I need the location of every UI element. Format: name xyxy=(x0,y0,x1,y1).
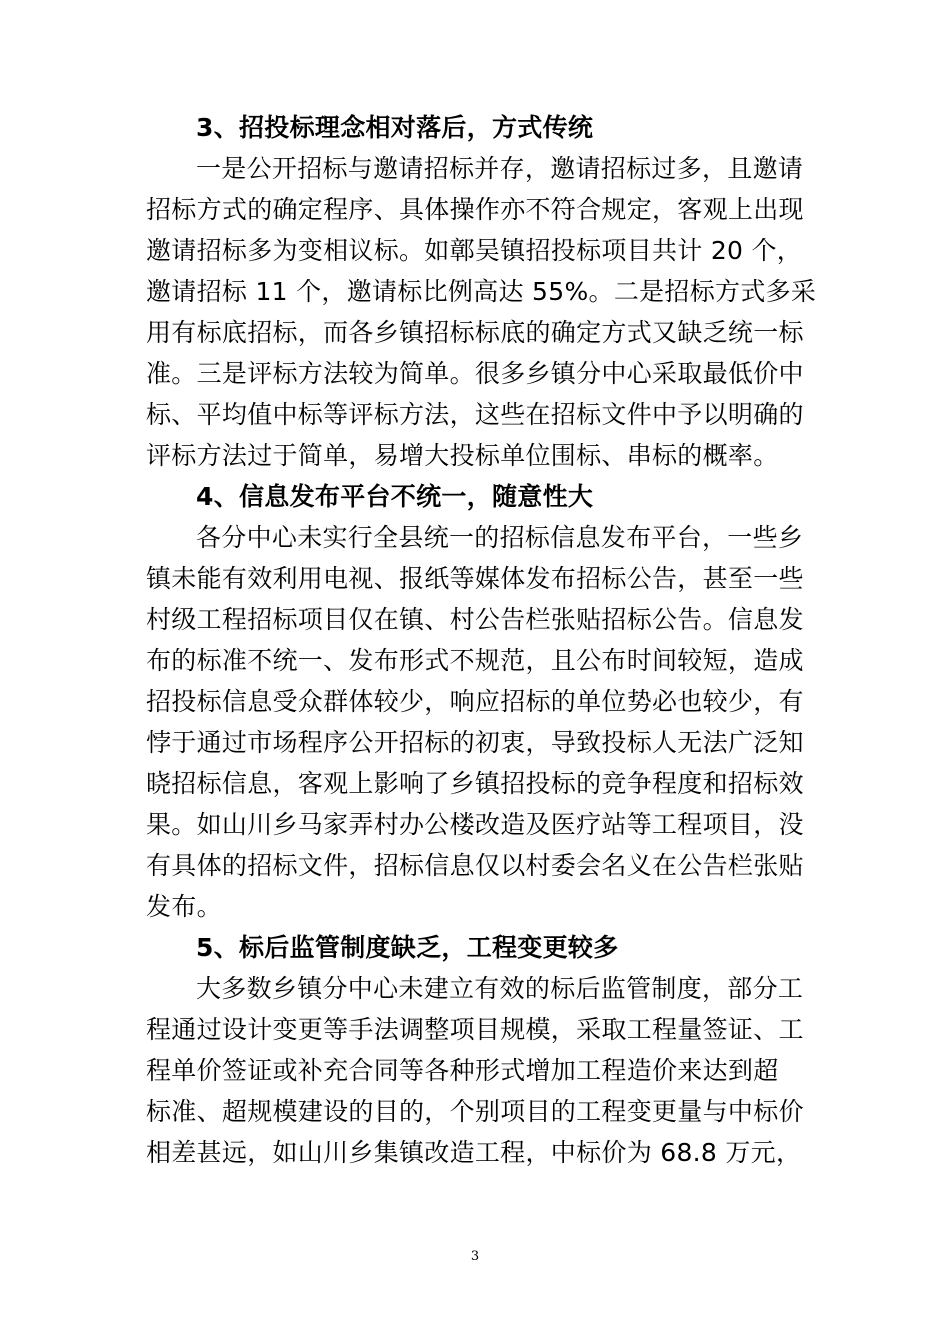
paragraph-line: 程通过设计变更等手法调整项目规模，采取工程量签证、工 xyxy=(146,1015,804,1044)
paragraph-line: 准。三是评标方法较为简单。很多乡镇分中心采取最低价中 xyxy=(146,359,804,388)
paragraph-line: 招标方式的确定程序、具体操作亦不符合规定，客观上出现 xyxy=(146,195,804,224)
paragraph-line: 果。如山川乡马家弄村办公楼改造及医疗站等工程项目，没 xyxy=(146,810,804,839)
paragraph-line: 布的标准不统一、发布形式不规范，且公布时间较短，造成 xyxy=(146,646,804,675)
paragraph-line: 有具体的招标文件，招标信息仅以村委会名义在公告栏张贴 xyxy=(146,851,804,880)
paragraph-line: 发布。 xyxy=(146,892,222,921)
section-heading-3: 3、招投标理念相对落后，方式传统 xyxy=(196,113,594,142)
paragraph-line: 邀请招标多为变相议标。如鄣吴镇招投标项目共计 20 个， xyxy=(146,236,803,265)
paragraph-line: 一是公开招标与邀请招标并存，邀请招标过多，且邀请 xyxy=(196,154,804,183)
paragraph-line: 村级工程招标项目仅在镇、村公告栏张贴招标公告。信息发 xyxy=(146,605,804,634)
page-number: 3 xyxy=(470,1249,480,1264)
paragraph-line: 晓招标信息，客观上影响了乡镇招投标的竞争程度和招标效 xyxy=(146,769,804,798)
section-heading-5: 5、标后监管制度缺乏，工程变更较多 xyxy=(196,933,619,962)
paragraph-line: 评标方法过于简单，易增大投标单位围标、串标的概率。 xyxy=(146,441,779,470)
paragraph-line: 邀请招标 11 个，邀请标比例高达 55%。二是招标方式多采 xyxy=(146,277,817,306)
paragraph-line: 招投标信息受众群体较少，响应招标的单位势必也较少，有 xyxy=(146,687,804,716)
paragraph-line: 用有标底招标，而各乡镇招标标底的确定方式又缺乏统一标 xyxy=(146,318,804,347)
paragraph-line: 各分中心未实行全县统一的招标信息发布平台，一些乡 xyxy=(196,523,804,552)
paragraph-line: 相差甚远，如山川乡集镇改造工程，中标价为 68.8 万元， xyxy=(146,1138,802,1167)
paragraph-line: 大多数乡镇分中心未建立有效的标后监管制度，部分工 xyxy=(196,974,804,1003)
paragraph-line: 标准、超规模建设的目的，个别项目的工程变更量与中标价 xyxy=(146,1097,804,1126)
paragraph-line: 标、平均值中标等评标方法，这些在招标文件中予以明确的 xyxy=(146,400,804,429)
paragraph-line: 镇未能有效利用电视、报纸等媒体发布招标公告，甚至一些 xyxy=(146,564,804,593)
paragraph-line: 程单价签证或补充合同等各种形式增加工程造价来达到超 xyxy=(146,1056,779,1085)
section-heading-4: 4、信息发布平台不统一，随意性大 xyxy=(196,482,594,511)
paragraph-line: 悖于通过市场程序公开招标的初衷，导致投标人无法广泛知 xyxy=(146,728,804,757)
